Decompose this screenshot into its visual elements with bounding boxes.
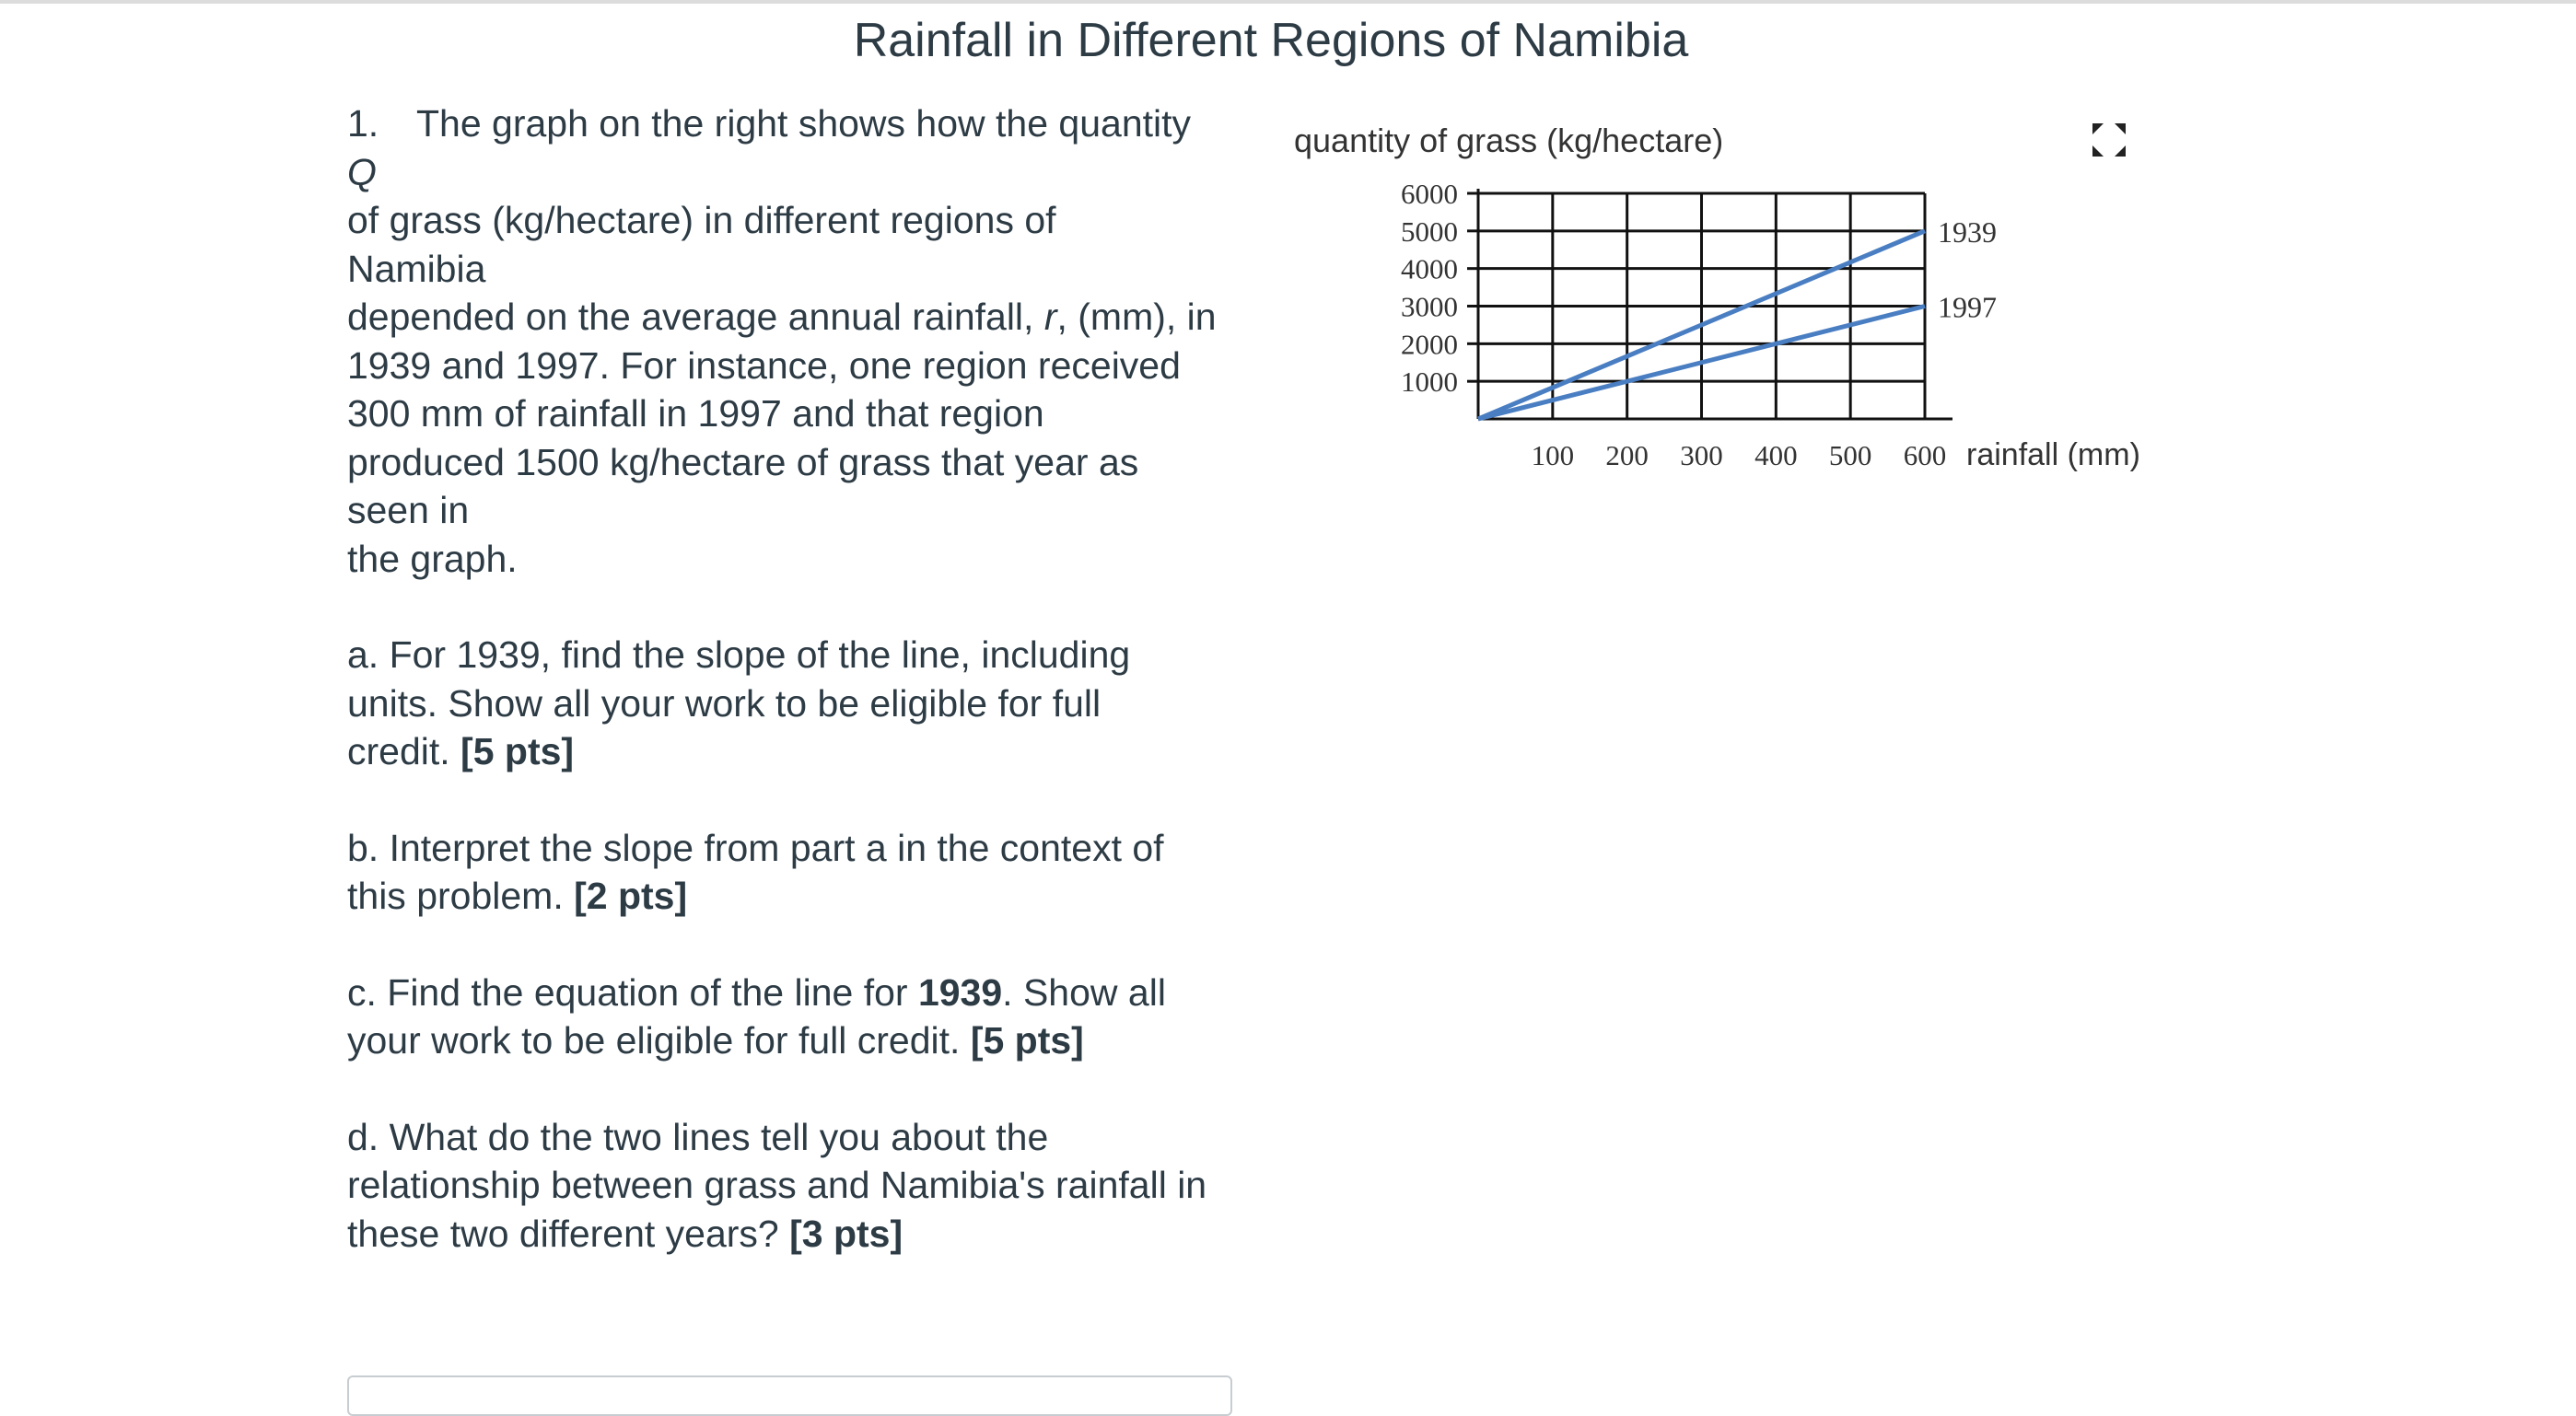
question-text: 1. The graph on the right shows how the quantity Q of grass (kg/hectare) in different regions of Namibia depended on the average annual rainfall, r, (mm), in 1939 and 1997. For instance, one region received 300 mm of rainfall in 1997 and that region produced 1500 kg/hectare of grass that year as seen in the graph. a. For 1939, find the slope of the line, including units. Show all your work to be eligible for full credit. [5 pts] b. Interpret the slope from part a in the context of this problem. [2 pts] c. Find the equation of the line for 1939. Show all your work to be eligible for full credit. [5 pts] d. What do the two lines tell you about the relationship between grass and Namibia's rainfall in these two different years? [3 pts] [347,99,1231,1258]
points-badge: [2 pts] [574,875,688,917]
chart-grid [1478,189,1952,419]
points-badge: [5 pts] [970,1019,1084,1062]
x-tick-label: 600 [1903,439,1947,471]
chart-ticks [1401,178,1946,471]
y-tick-label: 2000 [1401,328,1458,361]
question-number: 1. [347,102,379,145]
part-a: a. For 1939, find the slope of the line, including units. Show all your work to be eligible for full credit. [5 pts] [347,633,1131,772]
part-c: c. Find the equation of the line for 1939. Show all your work to be eligible for full credit. [5 pts] [347,970,1166,1062]
chart-svg [1285,101,2206,534]
y-tick-label: 6000 [1401,178,1458,210]
variable-q: Q [347,150,377,193]
top-border [0,0,2576,4]
x-tick-label: 300 [1680,439,1723,471]
answer-input[interactable] [347,1375,1232,1416]
part-b: b. Interpret the slope from part a in the context of this problem. [2 pts] [347,826,1164,917]
expand-icon[interactable] [2091,122,2127,158]
y-tick-label: 1000 [1401,366,1458,399]
y-tick-label: 5000 [1401,215,1458,248]
y-axis-label: quantity of grass (kg/hectare) [1294,122,1724,159]
y-tick-label: 4000 [1401,252,1458,285]
points-badge: [3 pts] [789,1212,903,1255]
x-axis-label: rainfall (mm) [1966,437,2140,472]
series-labels [1938,215,1997,324]
x-tick-label: 400 [1754,439,1798,471]
page-title: Rainfall in Different Regions of Namibia [853,14,1689,67]
x-tick-label: 100 [1531,439,1575,471]
question-intro: 1. The graph on the right shows how the quantity [347,99,1231,148]
y-tick-label: 3000 [1401,290,1458,323]
series-label-1997: 1997 [1938,290,1997,324]
series-label-1939: 1939 [1938,215,1997,249]
variable-r: r [1043,296,1057,338]
rainfall-chart [1285,101,2206,534]
points-badge: [5 pts] [460,730,575,772]
part-d: d. What do the two lines tell you about the relationship between grass and Namibia's rainfall in these two different years? [3 pts] [347,1115,1207,1255]
x-tick-label: 500 [1828,439,1872,471]
x-tick-label: 200 [1605,439,1649,471]
